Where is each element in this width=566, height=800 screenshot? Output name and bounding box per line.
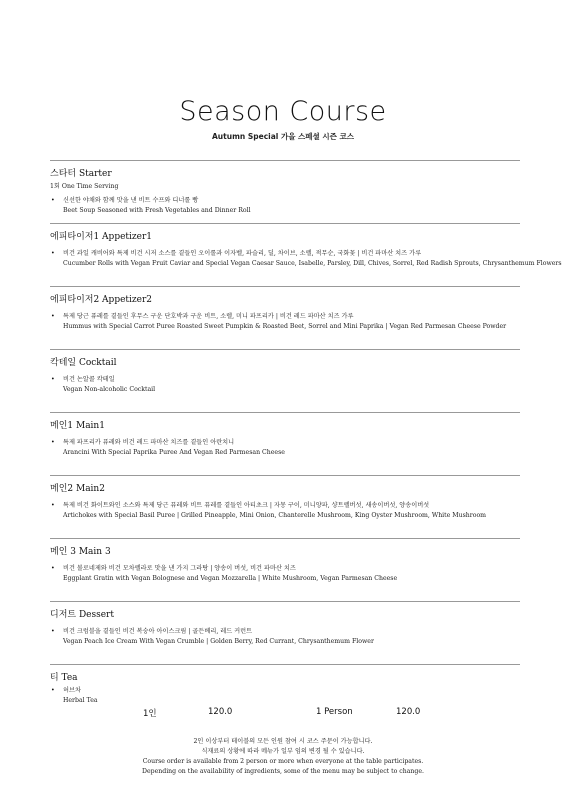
section-heading: 티 Tea: [50, 673, 78, 683]
menu-item: [50, 375, 520, 394]
price-label-ko: 1인: [143, 709, 157, 719]
note-line: Depending on the availability of ingredients, some of the menu may be subject to change.: [142, 768, 424, 775]
item-ko: 비건 논알콜 칵테일: [63, 376, 115, 383]
section-dessert: [50, 601, 520, 664]
menu-item: [50, 196, 520, 215]
bullet-icon: •: [51, 250, 55, 257]
section-main3: [50, 538, 520, 601]
section-heading: 칵테일 Cocktail: [50, 358, 117, 368]
item-ko: 비건 과일 캐비어와 특제 비건 시저 소스를 곁들인 오이롤과 이자벨, 파슬리, 딜, 차이브, 소렐, 적무순, 국화꽃 | 비건 파마산 치즈 가루: [63, 250, 422, 257]
bullet-icon: •: [51, 313, 55, 320]
bullet-icon: •: [51, 197, 55, 204]
section-main2: [50, 475, 520, 538]
item-ko: 특제 파프리카 퓨레와 비건 레드 파마산 치즈를 곁들인 아란치니: [63, 439, 235, 446]
item-ko: 특제 당근 퓨레를 곁들인 후무스 구운 단호박과 구운 비트, 소렐, 미니 파프리카 | 비건 레드 파마산 치즈 가루: [63, 313, 354, 320]
section-heading: 스타터 Starter: [50, 169, 112, 179]
item-ko: 비건 크럼블을 곁들인 비건 복숭아 아이스크림 | 골든베리, 레드 커런트: [63, 628, 253, 635]
menu-item: [50, 312, 520, 331]
bullet-icon: •: [51, 565, 55, 572]
section-heading: 디저트 Dessert: [50, 610, 114, 620]
price-label-en: 1 Person: [316, 707, 353, 717]
menu-sections: [50, 160, 562, 727]
section-heading: 에피타이저1 Appetizer1: [50, 232, 152, 242]
section-heading: 메인2 Main2: [50, 484, 105, 494]
page-title: Season Course: [179, 96, 387, 127]
item-en: Vegan Non-alcoholic Cocktail: [63, 385, 156, 393]
item-en: Arancini With Special Paprika Puree And Vegan Red Parmesan Cheese: [63, 448, 285, 456]
section-heading: 메인1 Main1: [50, 421, 105, 431]
item-en: Artichokes with Special Basil Puree | Grilled Pineapple, Mini Onion, Chanterelle Mushroom, King Oyster Mushroom, White Mushroom: [63, 511, 487, 519]
menu-item: [50, 564, 520, 583]
section-note: 1회 One Time Serving: [50, 183, 119, 190]
page-subtitle: Autumn Special 가을 스페셜 시즌 코스: [212, 132, 354, 141]
section-main1: [50, 412, 520, 475]
price-row: [0, 707, 566, 721]
bullet-icon: •: [51, 628, 55, 635]
section-appetizer1: [50, 223, 562, 286]
price-value-ko: 120.0: [208, 707, 233, 717]
note-line: 식재료의 상황에 따라 메뉴가 일부 임의 변경 될 수 있습니다.: [201, 748, 365, 755]
menu-item: [50, 627, 520, 646]
note-line: Course order is available from 2 person or more when everyone at the table participates.: [142, 758, 424, 765]
menu-item: [50, 501, 520, 520]
footer-notes: [0, 737, 566, 777]
item-ko: 비건 볼로네제와 비건 모차렐라로 맛을 낸 가지 그라탕 | 양송이 버섯, 비건 파마산 치즈: [63, 565, 296, 572]
item-en: Herbal Tea: [63, 696, 98, 704]
section-starter: [50, 160, 520, 223]
section-heading: 에피타이저2 Appetizer2: [50, 295, 152, 305]
menu-item: [50, 438, 520, 457]
bullet-icon: •: [51, 439, 55, 446]
item-en: Hummus with Special Carrot Puree Roasted Sweet Pumpkin & Roasted Beet, Sorrel and Mini Paprika | Vegan Red Parmesan Cheese Powder: [63, 322, 507, 330]
item-en: Cucumber Rolls with Vegan Fruit Caviar and Special Vegan Caesar Sauce, Isabelle, Parsley, Dill, Chives, Sorrel, Red Radish Sprouts, Chrysanthemum Flowers: [63, 259, 562, 267]
item-en: Eggplant Gratin with Vegan Bolognese and Vegan Mozzarella | White Mushroom, Vegan Parmesan Cheese: [63, 574, 398, 582]
bullet-icon: •: [51, 687, 55, 694]
item-en: Beet Soup Seasoned with Fresh Vegetables and Dinner Roll: [63, 206, 251, 214]
price-value-en: 120.0: [396, 707, 421, 717]
menu-item: [50, 686, 520, 705]
note-line: 2인 이상부터 테이블의 모든 인원 참여 시 코스 주문이 가능합니다.: [193, 738, 373, 745]
bullet-icon: •: [51, 502, 55, 509]
item-ko: 허브차: [63, 687, 81, 694]
section-appetizer2: [50, 286, 520, 349]
menu-item: [50, 249, 562, 268]
item-ko: 특제 비건 화이트와인 소스와 특제 당근 퓨레와 비트 퓨레를 곁들인 아티초크 | 자몽 구이, 미니양파, 샹트렐버섯, 새송이버섯, 양송이버섯: [63, 502, 430, 509]
item-en: Vegan Peach Ice Cream With Vegan Crumble | Golden Berry, Red Currant, Chrysanthemum Flower: [63, 637, 374, 645]
section-heading: 메인 3 Main 3: [50, 547, 111, 557]
item-ko: 신선한 야채와 함께 맛을 낸 비트 수프와 디너롤 빵: [63, 197, 199, 204]
section-cocktail: [50, 349, 520, 412]
bullet-icon: •: [51, 376, 55, 383]
